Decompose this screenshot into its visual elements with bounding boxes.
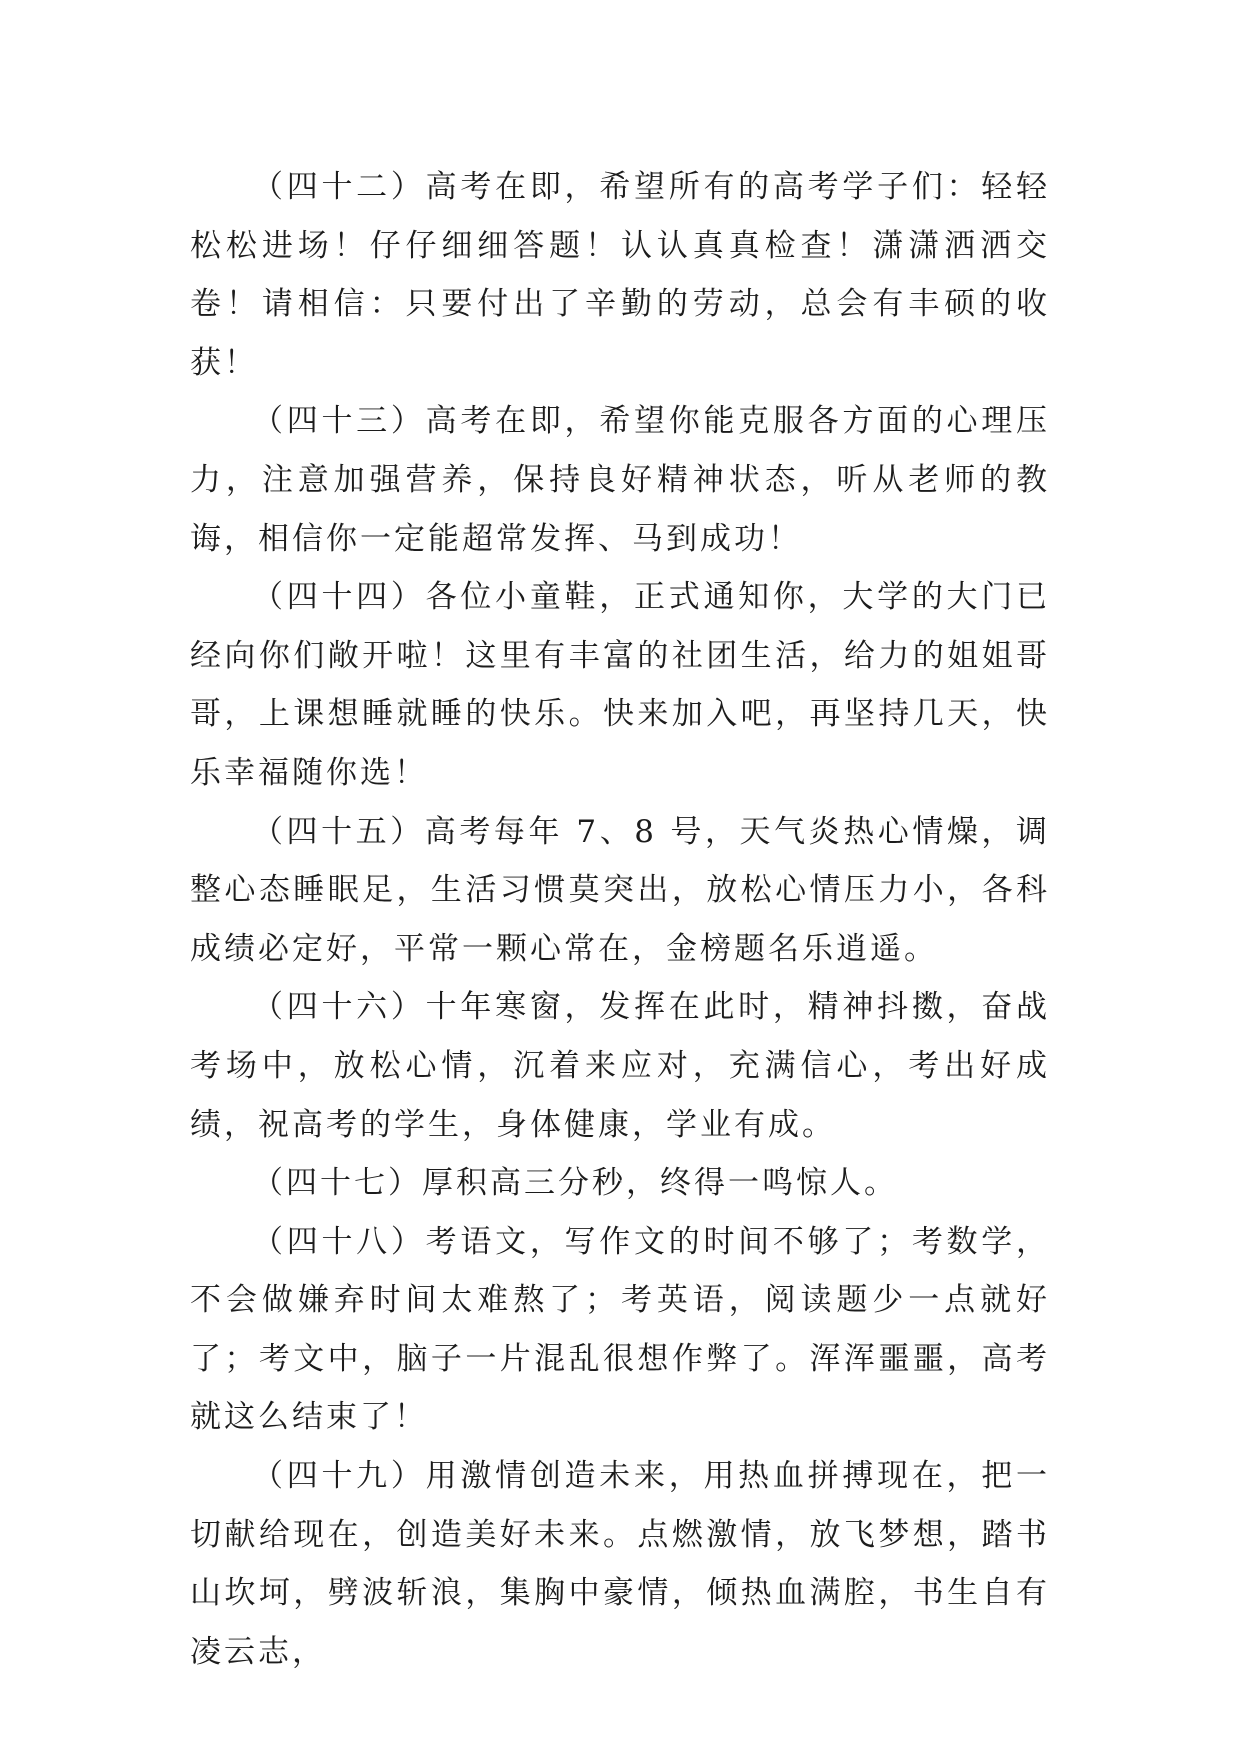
paragraph-49: （四十九）用激情创造未来，用热血拼搏现在，把一切献给现在，创造美好未来。点燃激情，放飞梦想，踏书山坎坷，劈波斩浪，集胸中豪情，倾热血满腔，书生自有凌云志， bbox=[190, 1458, 1050, 1670]
paragraph-43: （四十三）高考在即，希望你能克服各方面的心理压力，注意加强营养，保持良好精神状态，听从老师的教诲，相信你一定能超常发挥、马到成功！ bbox=[190, 403, 1050, 557]
paragraph-44: （四十四）各位小童鞋，正式通知你，大学的大门已经向你们敞开啦！这里有丰富的社团生活，给力的姐姐哥哥，上课想睡就睡的快乐。快来加入吧，再坚持几天，快乐幸福随你选！ bbox=[190, 579, 1050, 791]
paragraph-45: （四十五）高考每年 7、8 号，天气炎热心情燥，调整心态睡眠足，生活习惯莫突出，放松心情压力小，各科成绩必定好，平常一颗心常在，金榜题名乐逍遥。 bbox=[190, 813, 1050, 967]
paragraph-46: （四十六）十年寒窗，发挥在此时，精神抖擞，奋战考场中，放松心情，沉着来应对，充满信心，考出好成绩，祝高考的学生，身体健康，学业有成。 bbox=[190, 989, 1050, 1143]
paragraph-48: （四十八）考语文，写作文的时间不够了；考数学，不会做嫌弃时间太难熬了；考英语，阅读题少一点就好了；考文中，脑子一片混乱很想作弊了。浑浑噩噩，高考就这么结束了！ bbox=[190, 1223, 1050, 1436]
paragraph-47: （四十七）厚积高三分秒，终得一鸣惊人。 bbox=[252, 1165, 898, 1202]
document-body bbox=[190, 158, 1050, 1681]
paragraph-42: （四十二）高考在即，希望所有的高考学子们：轻轻松松进场！仔仔细细答题！认认真真检查！潇潇洒洒交卷！请相信：只要付出了辛勤的劳动，总会有丰硕的收获！ bbox=[190, 169, 1050, 381]
